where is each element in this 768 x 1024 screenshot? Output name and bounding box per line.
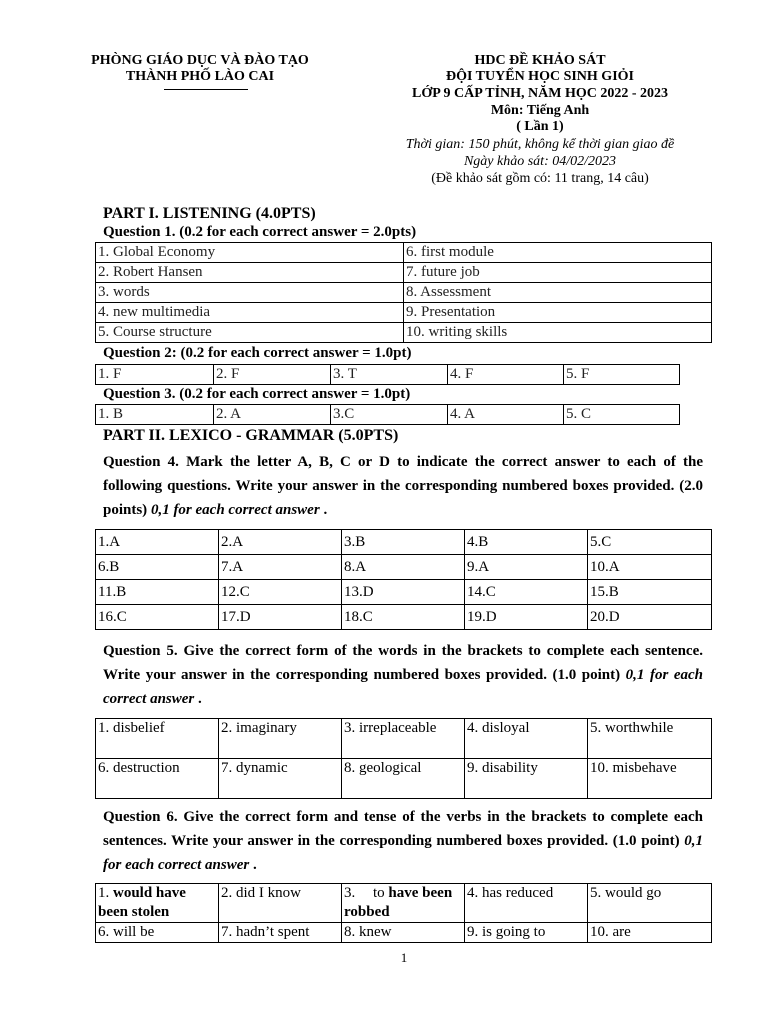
- q4-end: .: [323, 502, 328, 518]
- header-right-line5: ( Lần 1): [516, 119, 564, 134]
- table-cell: 8.A: [342, 555, 465, 580]
- q5-end: .: [198, 691, 202, 707]
- table-cell: 1. Global Economy: [96, 243, 404, 263]
- header-right-line4: Môn: Tiếng Anh: [490, 103, 590, 118]
- table-cell: 5. C: [564, 405, 680, 425]
- table-cell: [342, 884, 465, 923]
- table-cell: 5. would go: [588, 884, 712, 923]
- q6-text: Question 6. Give the correct form and tense of the verbs in the brackets to complete each sentences. Write your answer in the corresponding numbered boxes provided. (1.0 point): [103, 809, 703, 849]
- q4-text: Question 4. Mark the letter A, B, C or D to indicate the correct answer to each of the following questions. Write your answer in the corresponding numbered boxes provided. (2.0 points): [103, 454, 703, 518]
- table-cell: 7. hadn’t spent: [219, 923, 342, 943]
- q5-instructions: [103, 639, 703, 711]
- header-left-line2: THÀNH PHỐ LÀO CAI: [125, 69, 275, 84]
- table-cell: 16.C: [96, 605, 219, 630]
- table-cell: 3.B: [342, 530, 465, 555]
- table-row: [96, 405, 680, 425]
- table-cell: 3. words: [96, 283, 404, 303]
- table-cell: 8. knew: [342, 923, 465, 943]
- table-row: [96, 719, 712, 759]
- table-cell: 8. Assessment: [404, 283, 712, 303]
- table-row: [96, 263, 712, 283]
- table-cell: 17.D: [219, 605, 342, 630]
- table-cell: 9. Presentation: [404, 303, 712, 323]
- q6-cell3-num: 3. to: [344, 885, 385, 901]
- table-cell: 13.D: [342, 580, 465, 605]
- table-cell: 4. F: [448, 365, 564, 385]
- table-row: [96, 303, 712, 323]
- table-cell: 2. did I know: [219, 884, 342, 923]
- table-cell: 5. F: [564, 365, 680, 385]
- header-right-line2: ĐỘI TUYỂN HỌC SINH GIỎI: [445, 69, 634, 84]
- table-cell: 7. dynamic: [219, 759, 342, 799]
- table-cell: 18.C: [342, 605, 465, 630]
- table-cell: 4.B: [465, 530, 588, 555]
- table-cell: 3. T: [331, 365, 448, 385]
- table-cell: 4. A: [448, 405, 564, 425]
- table-cell: 20.D: [588, 605, 712, 630]
- table-row: [96, 323, 712, 343]
- table-cell: [96, 884, 219, 923]
- table-cell: 6.B: [96, 555, 219, 580]
- table-row: [96, 884, 712, 923]
- table-row: [96, 580, 712, 605]
- q5-answer-table: [95, 718, 712, 799]
- table-cell: 1. disbelief: [96, 719, 219, 759]
- header-date-note: Ngày khảo sát: 04/02/2023: [463, 154, 617, 169]
- page-number: 1: [400, 950, 408, 965]
- table-cell: 2. imaginary: [219, 719, 342, 759]
- table-row: [96, 243, 712, 263]
- table-cell: 10. misbehave: [588, 759, 712, 799]
- table-cell: 3. irreplaceable: [342, 719, 465, 759]
- table-cell: 11.B: [96, 580, 219, 605]
- q6-cell1-answer: would have been stolen: [98, 885, 186, 920]
- table-row: [96, 283, 712, 303]
- table-cell: 1. B: [96, 405, 214, 425]
- table-cell: 2.A: [219, 530, 342, 555]
- q4-note: 0,1 for each correct answer: [150, 502, 320, 518]
- header-left-underline: [164, 89, 248, 90]
- q4-instructions: [103, 450, 703, 522]
- q6-end: .: [253, 857, 257, 873]
- q6-cell1-num: 1.: [98, 885, 110, 901]
- table-cell: 1.A: [96, 530, 219, 555]
- table-cell: 10.A: [588, 555, 712, 580]
- table-cell: 5. Course structure: [96, 323, 404, 343]
- table-cell: 2. A: [214, 405, 331, 425]
- table-cell: 9.A: [465, 555, 588, 580]
- part2-title: PART II. LEXICO - GRAMMAR (5.0PTS): [103, 427, 399, 444]
- header-right-line3: LỚP 9 CẤP TỈNH, NĂM HỌC 2022 - 2023: [411, 86, 669, 101]
- table-cell: 12.C: [219, 580, 342, 605]
- table-row: [96, 530, 712, 555]
- table-cell: 5.C: [588, 530, 712, 555]
- table-cell: 4. disloyal: [465, 719, 588, 759]
- table-cell: 4. has reduced: [465, 884, 588, 923]
- table-cell: 7. future job: [404, 263, 712, 283]
- q2-answer-table: [95, 364, 680, 385]
- q6-note: 0,1 for each correct answer: [103, 833, 703, 873]
- header-right-line1: HDC ĐỀ KHẢO SÁT: [474, 53, 606, 68]
- q2-title: Question 2: (0.2 for each correct answer = 1.0pt): [103, 345, 412, 361]
- table-cell: 15.B: [588, 580, 712, 605]
- table-row: [96, 555, 712, 580]
- table-row: [96, 605, 712, 630]
- table-cell: 3.C: [331, 405, 448, 425]
- table-row: [96, 759, 712, 799]
- q5-text: Question 5. Give the correct form of the words in the brackets to complete each sentence. Write your answer in the corresponding numbered boxes provided. (1.0 point): [103, 643, 703, 683]
- table-cell: 9. is going to: [465, 923, 588, 943]
- q6-cell3-answer: have been robbed: [344, 885, 453, 920]
- q6-answer-table: [95, 883, 712, 943]
- q1-answer-table: [95, 242, 712, 343]
- table-cell: 19.D: [465, 605, 588, 630]
- table-cell: 6. first module: [404, 243, 712, 263]
- table-cell: 6. destruction: [96, 759, 219, 799]
- q5-note: 0,1 for each correct answer: [103, 667, 703, 707]
- table-row: [96, 365, 680, 385]
- q4-answer-table: [95, 529, 712, 630]
- table-cell: 9. disability: [465, 759, 588, 799]
- part1-title: PART I. LISTENING (4.0PTS): [103, 205, 316, 222]
- header-pages-note: (Đề khảo sát gồm có: 11 trang, 14 câu): [431, 171, 649, 186]
- table-cell: 2. F: [214, 365, 331, 385]
- table-cell: 1. F: [96, 365, 214, 385]
- table-cell: 6. will be: [96, 923, 219, 943]
- table-cell: 10. are: [588, 923, 712, 943]
- table-cell: 14.C: [465, 580, 588, 605]
- q1-title: Question 1. (0.2 for each correct answer = 2.0pts): [103, 224, 417, 240]
- table-cell: 5. worthwhile: [588, 719, 712, 759]
- q3-title: Question 3. (0.2 for each correct answer = 1.0pt): [103, 386, 411, 402]
- header-left-line1: PHÒNG GIÁO DỤC VÀ ĐÀO TẠO: [91, 53, 309, 68]
- table-cell: 7.A: [219, 555, 342, 580]
- table-row: [96, 923, 712, 943]
- q3-answer-table: [95, 404, 680, 425]
- q6-instructions: [103, 805, 703, 877]
- table-cell: 4. new multimedia: [96, 303, 404, 323]
- header-time-note: Thời gian: 150 phút, không kể thời gian giao đề: [405, 137, 675, 152]
- table-cell: 2. Robert Hansen: [96, 263, 404, 283]
- table-cell: 10. writing skills: [404, 323, 712, 343]
- table-cell: 8. geological: [342, 759, 465, 799]
